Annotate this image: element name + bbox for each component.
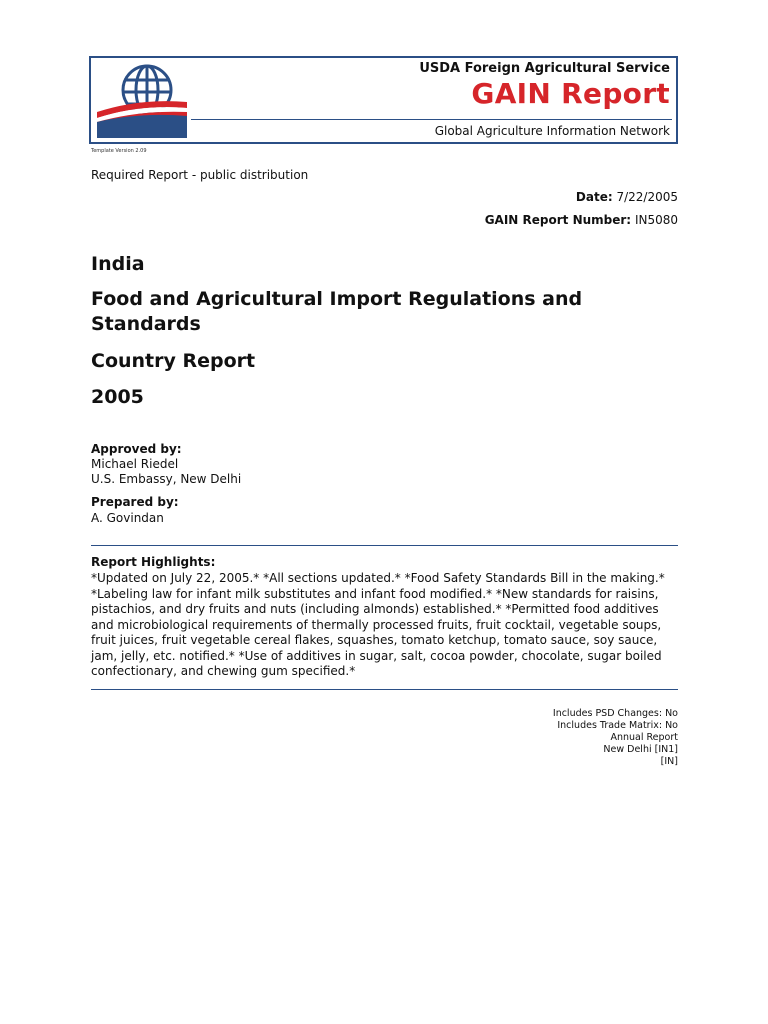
report-type-title: Country Report [91, 350, 256, 372]
gain-report-header [89, 56, 678, 144]
network-name: Global Agriculture Information Network [434, 124, 670, 138]
report-footer-info [553, 708, 678, 768]
report-number-label: GAIN Report Number: [484, 213, 632, 227]
report-date [576, 190, 678, 204]
approver-organization: U.S. Embassy, New Delhi [91, 472, 242, 486]
highlights-top-divider [91, 545, 678, 546]
template-version: Template Version 2.09 [91, 148, 147, 154]
header-divider [191, 119, 672, 120]
report-number [485, 213, 678, 227]
agency-name: USDA Foreign Agricultural Service [419, 61, 670, 76]
trade-matrix-note: Includes Trade Matrix: No [557, 720, 678, 731]
distribution-note: Required Report - public distribution [91, 168, 309, 182]
report-highlights-label: Report Highlights: [91, 555, 216, 569]
report-highlights-text: *Updated on July 22, 2005.* *All sections updated.* *Food Safety Standards Bill in the making.* *Labeling law for infant milk substitutes and infant food modified.* *New standards for raisins, pistachios, and dry fruits and nuts (including almonds) established.* *Permitted food additives and microbiological requirements of thermally processed fruits, fruit cocktail, vegetable soups, fruit juices, fruit vegetable cereal flakes, squashes, tomato ketchup, tomato sauce, soy sauce, jam, jelly, etc. notified.* *Use of additives in sugar, salt, cocoa powder, chocolate, sugar boiled confectionary, and chewing gum specified.* [91, 571, 665, 678]
country-title: India [91, 253, 145, 275]
country-code-note: [IN] [660, 756, 678, 767]
approved-by-label: Approved by: [91, 442, 182, 456]
post-note: New Delhi [IN1] [603, 744, 678, 755]
date-value: 7/22/2005 [616, 190, 678, 204]
usda-fas-globe-logo-icon [95, 62, 187, 138]
prepared-by-label: Prepared by: [91, 495, 179, 509]
preparer-name: A. Govindan [91, 511, 164, 525]
report-brand-title: GAIN Report [471, 77, 670, 110]
report-year-title: 2005 [91, 386, 144, 408]
report-number-value: IN5080 [634, 213, 678, 227]
date-label: Date: [575, 190, 613, 204]
approver-name: Michael Riedel [91, 457, 179, 471]
highlights-bottom-divider [91, 689, 678, 690]
subject-title: Food and Agricultural Import Regulations and Standards [91, 288, 583, 335]
psd-changes-note: Includes PSD Changes: No [552, 708, 678, 719]
report-kind-note: Annual Report [610, 732, 678, 743]
